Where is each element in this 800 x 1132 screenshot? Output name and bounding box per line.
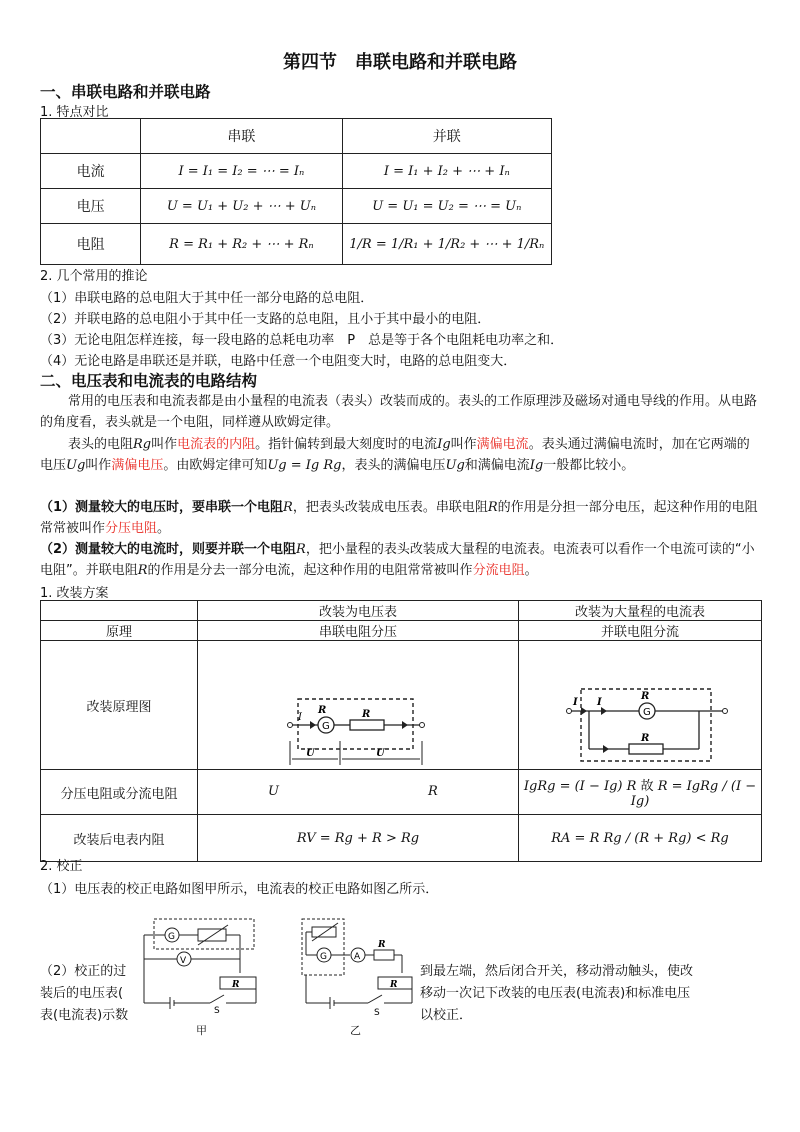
variable-resistor-icon — [198, 929, 226, 941]
terminal-left — [567, 709, 572, 714]
series-resistance-formula: R = R₁ + R₂ + ⋯ + Rₙ — [141, 224, 342, 265]
p2-text-c: 。指针偏转到最大刻度时的电流 — [255, 437, 438, 452]
paragraph-ammeter-conversion — [40, 539, 762, 581]
p2-text-j: 一般都比较小。 — [543, 458, 635, 473]
label-a: A — [354, 952, 361, 962]
symbol-ug-2: Ug — [445, 458, 465, 473]
equation-ohms-law: Ug = Ig Rg — [267, 458, 342, 473]
symbol-r-4: R — [137, 563, 148, 578]
parallel-current-formula: I = I₁ + I₂ + ⋯ + Iₙ — [342, 154, 551, 189]
label-v: V — [180, 956, 187, 966]
shunt-equation: IgRg = (I − Ig) R — [523, 779, 637, 794]
variable-resistor-icon — [312, 927, 336, 937]
subsection-corollaries: 2. 几个常用的推论 — [40, 269, 148, 284]
p2-text-h: ，表头的满偏电压 — [341, 458, 446, 473]
symbol-ig-2: Ig — [529, 458, 544, 473]
switch-icon — [368, 995, 382, 1003]
row-label-internal: 改装后电表内阻 — [41, 815, 198, 862]
calibration-text-r2: 移动一次记下改装的电压表(电流表)和标准电压 — [420, 986, 691, 1001]
p2-text-g: 。由欧姆定律可知 — [163, 458, 268, 473]
p3-end: 。 — [157, 521, 171, 536]
row-label-resistor: 分压电阻或分流电阻 — [41, 770, 198, 815]
symbol-r-3: R — [296, 542, 306, 557]
p2-text-e: 。表头通过满偏电流时，加在它两端的电压 — [40, 437, 750, 473]
corollary-3: （3）无论电阻怎样连接，每一段电路的总耗电功率 P 总是等于各个电阻耗电功率之和． — [40, 333, 564, 348]
label-s: S — [374, 1008, 380, 1018]
arrow-icon — [581, 707, 587, 715]
row-label-resistance: 电阻 — [41, 224, 141, 265]
label-g: G — [320, 952, 327, 962]
calibration-text-b: 装后的电压表( — [40, 986, 124, 1001]
p4-text-b: 的作用是分去一部分电流，起这种作用的电阻常常被叫作 — [147, 563, 473, 578]
term-full-scale-voltage: 满偏电压 — [111, 458, 164, 473]
calibration-text-r3: 以校正． — [420, 1008, 473, 1023]
subsection-conversion-plan: 1. 改装方案 — [40, 586, 109, 601]
p2-text-b: 叫作 — [151, 437, 178, 452]
terminal-right — [723, 709, 728, 714]
ammeter-circuit-diagram — [519, 641, 761, 765]
table-corner-cell — [41, 119, 141, 154]
subsection-calibration: 2. 校正 — [40, 859, 83, 874]
principle-voltmeter: 串联电阻分压 — [198, 621, 519, 641]
row-label-principle: 原理 — [41, 621, 198, 641]
page-title: 第四节 串联电路和并联电路 — [283, 52, 517, 73]
shunt-result: R = IgRg / (I − Ig) — [630, 779, 757, 809]
p3-text-a: ，把表头改装成电压表。串联电阻 — [292, 500, 488, 515]
p2-text-a: 表头的电阻 — [68, 437, 134, 452]
p3-text-b: 的作用是分担一部分电压，起这种作用的电阻常常被叫作 — [40, 500, 758, 536]
voltmeter-circuit-diagram — [198, 641, 518, 765]
paragraph-meter-parameters — [40, 434, 762, 476]
p4-bold-lead: （2）测量较大的电流时，则要并联一个电阻 — [40, 542, 297, 557]
p4-end: 。 — [524, 563, 538, 578]
resistor-icon — [374, 950, 394, 960]
header-series: 串联 — [141, 119, 342, 154]
principle-ammeter: 并联电阻分流 — [519, 621, 762, 641]
header-voltmeter: 改装为电压表 — [198, 601, 519, 621]
paragraph-voltmeter-conversion — [40, 497, 762, 539]
resistor-voltmeter-cell — [198, 770, 519, 815]
corollary-1: （1）串联电路的总电阻大于其中任一部分电路的总电阻． — [40, 291, 374, 306]
term-voltage-divider-resistor: 分压电阻 — [105, 521, 158, 536]
table2-corner-cell — [41, 601, 198, 621]
label-g: G — [168, 932, 175, 942]
paragraph-meter-intro: 常用的电压表和电流表都是由小量程的电流表（表头）改装而成的。表头的工作原理涉及磁场对通电导线的作用。从电路的角度看，表头就是一个电阻，同样遵从欧姆定律。 — [40, 394, 758, 430]
calibration-text-r1: 到最左端，然后闭合开关，移动滑动触头，使改 — [420, 964, 694, 979]
arrow-icon — [601, 707, 607, 715]
p3-bold-lead: （1）测量较大的电压时，要串联一个电阻 — [40, 500, 284, 515]
figure-jia-circuit — [140, 915, 265, 1023]
row-label-diagram: 改装原理图 — [41, 641, 198, 770]
calibration-text-a: （2）校正的过 — [40, 964, 127, 979]
conversion-table — [40, 600, 762, 862]
internal-ammeter: RA = R Rg / (R + Rg) < Rg — [519, 815, 762, 862]
row-label-voltage: 电压 — [41, 189, 141, 224]
parallel-resistance-formula: 1/R = 1/R₁ + 1/R₂ + ⋯ + 1/Rₙ — [342, 224, 551, 265]
label-rg: R — [318, 705, 327, 716]
figure-yi-caption: 乙 — [350, 1024, 361, 1037]
p2-text-f: 叫作 — [85, 458, 112, 473]
subsection-comparison: 1. 特点对比 — [40, 105, 109, 120]
resistor-v-right: R — [428, 784, 438, 799]
terminal-left — [288, 723, 293, 728]
resistor-icon — [350, 720, 384, 730]
symbol-rg: Rg — [133, 437, 152, 452]
term-internal-resistance: 电流表的内阻 — [177, 437, 256, 452]
voltmeter-diagram-cell — [198, 641, 519, 770]
symbol-ug: Ug — [66, 458, 86, 473]
figure-jia-caption: 甲 — [196, 1024, 207, 1037]
p2-text-i: 和满偏电流 — [464, 458, 530, 473]
shunt-resistor-icon — [629, 744, 663, 754]
comparison-table — [40, 118, 552, 265]
terminal-right — [420, 723, 425, 728]
section-1-heading: 一、串联电路和并联电路 — [40, 83, 211, 101]
symbol-ig: Ig — [437, 437, 451, 452]
label-i: I — [573, 697, 578, 708]
label-ug: U — [306, 748, 315, 759]
symbol-r: R — [283, 500, 293, 515]
figure-yi-circuit — [298, 915, 416, 1023]
internal-voltmeter: RV = Rg + R > Rg — [198, 815, 519, 862]
label-ig: I — [298, 712, 302, 723]
label-g: G — [643, 707, 651, 718]
header-ammeter: 改装为大量程的电流表 — [519, 601, 762, 621]
section-2-heading: 二、电压表和电流表的电路结构 — [40, 372, 258, 390]
arrow-icon — [310, 721, 316, 729]
ammeter-diagram-cell — [519, 641, 762, 770]
calibration-text-c: 表(电流表)示数 — [40, 1008, 129, 1023]
corollary-2: （2）并联电路的总电阻小于其中任一支路的总电阻，且小于其中最小的电阻． — [40, 312, 491, 327]
term-full-scale-current: 满偏电流 — [476, 437, 529, 452]
p2-text-d: 叫作 — [450, 437, 477, 452]
parallel-voltage-formula: U = U₁ = U₂ = ⋯ = Uₙ — [342, 189, 551, 224]
resistor-v-left: U — [268, 784, 279, 799]
label-r: R — [362, 709, 371, 720]
corollary-4: （4）无论电路是串联还是并联，电路中任意一个电阻变大时，电路的总电阻变大． — [40, 354, 517, 369]
switch-icon — [210, 995, 224, 1003]
header-parallel: 并联 — [342, 119, 551, 154]
label-ur: U — [376, 748, 385, 759]
label-r: R — [641, 733, 650, 744]
label-r0: R — [378, 940, 386, 950]
label-r: R — [390, 980, 398, 990]
p4-text-a: ，把小量程的表头改装成大量程的电流表。电流表可以看作一个电流可读的“小电阻”。并联电阻 — [40, 542, 755, 578]
term-shunt-resistor: 分流电阻 — [472, 563, 525, 578]
label-s: S — [214, 1006, 220, 1016]
label-rg: R — [641, 691, 650, 702]
shunt-therefore: 故 — [640, 779, 654, 794]
resistor-ammeter-cell — [519, 770, 762, 815]
label-ig: I — [597, 697, 602, 708]
label-r: R — [232, 980, 240, 990]
row-label-current: 电流 — [41, 154, 141, 189]
arrow-icon — [603, 745, 609, 753]
calibration-item-1: （1）电压表的校正电路如图甲所示，电流表的校正电路如图乙所示． — [40, 882, 439, 897]
label-g: G — [322, 721, 330, 732]
series-current-formula: I = I₁ = I₂ = ⋯ = Iₙ — [141, 154, 342, 189]
symbol-r-2: R — [487, 500, 498, 515]
series-voltage-formula: U = U₁ + U₂ + ⋯ + Uₙ — [141, 189, 342, 224]
arrow-icon — [402, 721, 408, 729]
